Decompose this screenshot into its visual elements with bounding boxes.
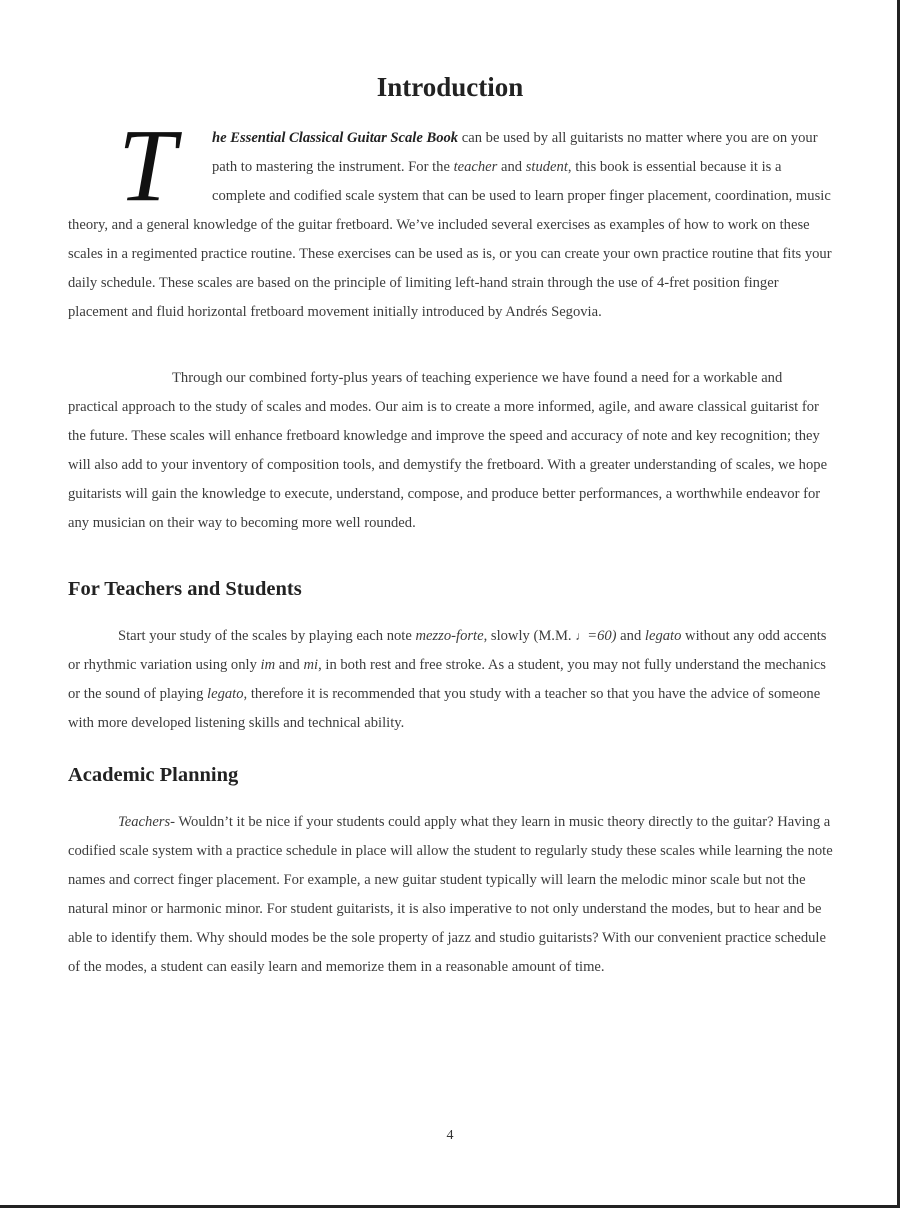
quarter-note-icon: ♩ bbox=[575, 629, 588, 643]
page-title: Introduction bbox=[376, 72, 524, 102]
section-heading-teachers-students: For Teachers and Students bbox=[68, 578, 302, 600]
section-heading-academic-planning: Academic Planning bbox=[68, 764, 239, 786]
page-number: 4 bbox=[446, 1128, 454, 1143]
teachers-students-paragraph: Start your study of the scales by playing each note mezzo-forte, slowly (M.M. ♩=60) and legato without any odd accents or rhythmic variation using only im and mi, in both rest and free stroke. As a student, you may not fully understand the mechanics or the sound of playing legato, therefore it is recommended that you study with a teacher so that you have the advice of someone with more developed listening skills and technical ability. bbox=[68, 628, 827, 731]
drop-cap: T bbox=[118, 108, 176, 223]
book-title: he Essential Classical Guitar Scale Book bbox=[212, 130, 459, 146]
intro-paragraph-1: he Essential Classical Guitar Scale Book can be used by all guitarists no matter where you are on your path to mastering the instrument. For the teacher and student, this book is essential because it is a complete and codified scale system that can be used to learn proper finger placement, coordination, music theory, and a general knowledge of the guitar fretboard. We’ve included several exercises as examples of how to work on these scales in a regimented practice routine. These exercises can be used as is, or you can create your own practice routine that fits your daily schedule. These scales are based on the principle of limiting left-hand strain through the use of 4-fret position finger placement and fluid horizontal fretboard movement initially introduced by Andrés Segovia. bbox=[68, 130, 832, 320]
academic-planning-paragraph: Teachers- Wouldn’t it be nice if your students could apply what they learn in music theory directly to the guitar? Having a codified scale system with a practice schedule in place will allow the student to regularly study these scales while learning the note names and correct finger placement. For example, a new guitar student typically will learn the melodic minor scale but not the natural minor or harmonic minor. For student guitarists, it is also imperative to not only understand the modes, but to hear and be able to identify them. Why should modes be the sole property of jazz and studio guitarists? With our convenient practice schedule of the modes, a student can easily learn and memorize them in a reasonable amount of time. bbox=[68, 814, 833, 975]
intro-paragraph-2: Through our combined forty-plus years of teaching experience we have found a need for a workable and practical approach to the study of scales and modes. Our aim is to create a more informed, agile, and aware classical guitarist for the future. These scales will enhance fretboard knowledge and improve the speed and accuracy of note and key recognition; they will also add to your inventory of composition tools, and demystify the fretboard. With a greater understanding of scales, we hope guitarists will gain the knowledge to execute, understand, compose, and produce better performances, a worthwhile endeavor for any musician on their way to becoming more well rounded. bbox=[68, 370, 828, 531]
